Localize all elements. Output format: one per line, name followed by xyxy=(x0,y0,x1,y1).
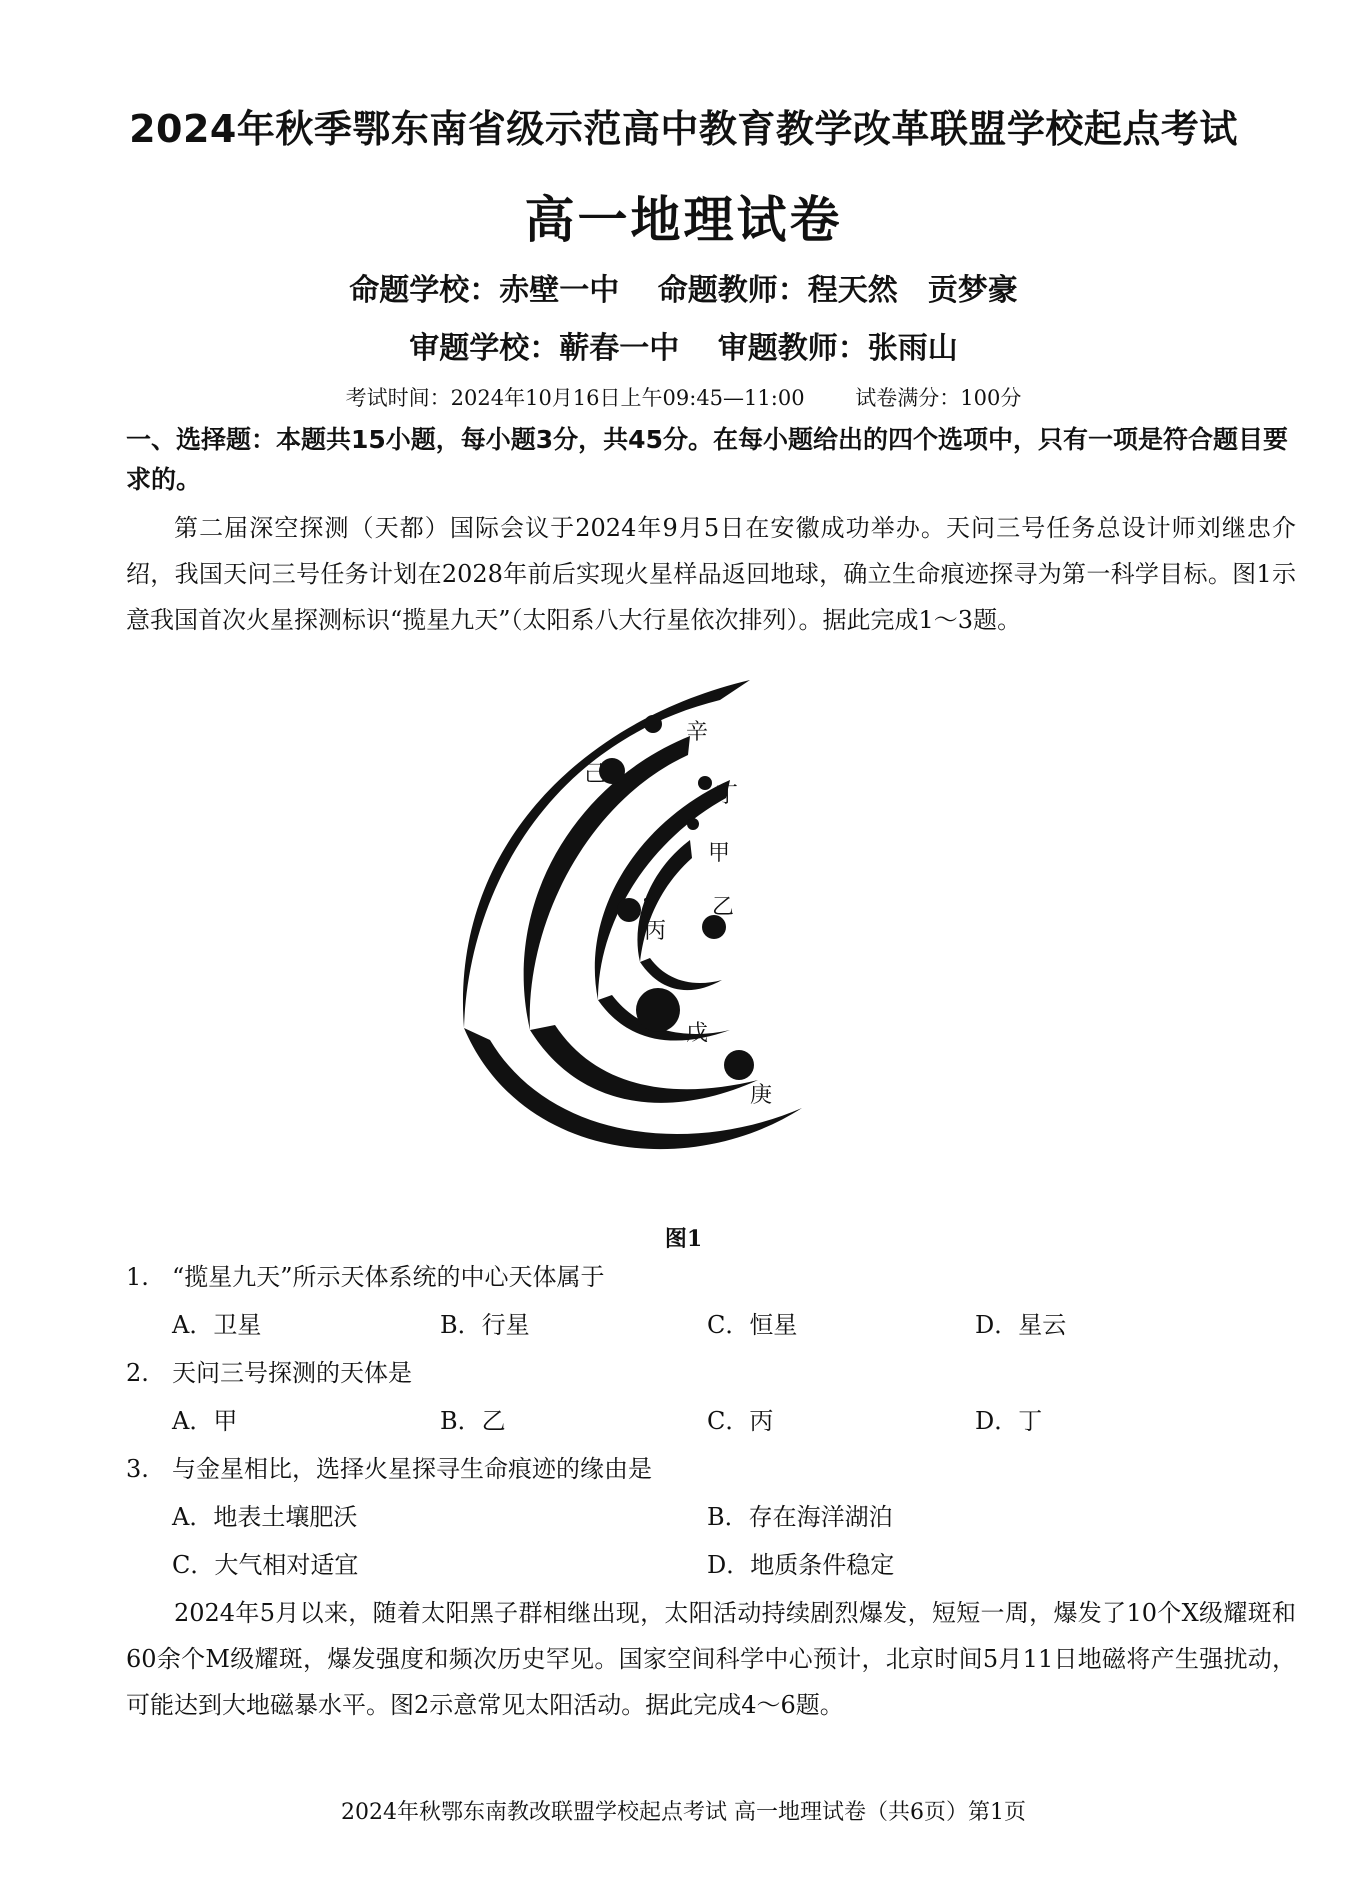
label-geng: 庚 xyxy=(750,1083,773,1108)
q3-option-d: D．地质条件稳定 xyxy=(707,1551,895,1579)
q2-option-a: A．甲 xyxy=(172,1407,238,1435)
reviewer-teacher: 审题教师：张雨山 xyxy=(717,331,958,366)
question-number: 2. xyxy=(126,1359,149,1387)
question-number: 1. xyxy=(126,1263,149,1291)
q2-option-b: B．乙 xyxy=(440,1407,506,1435)
planet-xin xyxy=(644,715,662,733)
label-ji: 己 xyxy=(584,762,607,787)
label-bing: 丙 xyxy=(644,919,667,944)
q1-option-c: C．恒星 xyxy=(707,1311,798,1339)
label-wu: 戊 xyxy=(686,1021,709,1046)
q3-option-a: A．地表土壤肥沃 xyxy=(172,1503,358,1531)
figure-1-graphic xyxy=(430,680,950,1240)
planet-jia xyxy=(687,818,699,830)
exam-title: 2024年秋季鄂东南省级示范高中教育教学改革联盟学校起点考试 xyxy=(129,107,1238,151)
label-ding: 丁 xyxy=(716,783,739,808)
question-stem: 与金星相比，选择火星探寻生命痕迹的缘由是 xyxy=(172,1455,652,1483)
planet-geng xyxy=(724,1050,754,1080)
question-number: 3. xyxy=(126,1455,149,1483)
orbit-wu xyxy=(530,1025,758,1103)
section-title: 一、选择题：本题共15小题，每小题3分，共45分。在每小题给出的四个选项中，只有一项是符合题目要求的。 xyxy=(126,425,1288,494)
q1-option-a: A．卫星 xyxy=(172,1311,262,1339)
label-yi: 乙 xyxy=(712,895,735,920)
question-2 xyxy=(126,1353,412,1388)
question-1 xyxy=(126,1257,605,1292)
q2-option-d: D．丁 xyxy=(975,1407,1043,1435)
proposer-teachers: 命题教师：程天然 贡梦豪 xyxy=(657,273,1018,308)
q1-option-b: B．行星 xyxy=(440,1311,530,1339)
figure-1-caption: 图1 xyxy=(664,1226,703,1252)
exam-time: 考试时间：2024年10月16日上午09:45—11:00 xyxy=(345,386,805,410)
page-footer: 2024年秋鄂东南教改联盟学校起点考试 高一地理试卷（共6页）第1页 xyxy=(341,1800,1026,1825)
question-stem: “揽星九天”所示天体系统的中心天体属于 xyxy=(172,1263,605,1291)
label-xin: 辛 xyxy=(686,720,709,745)
planet-bing xyxy=(617,898,641,922)
reviewer-school: 审题学校：蕲春一中 xyxy=(409,331,680,366)
orbit-yi xyxy=(640,958,722,990)
q1-option-d: D．星云 xyxy=(975,1311,1067,1339)
exam-info-line xyxy=(0,382,1367,412)
passage-1: 第二届深空探测（天都）国际会议于2024年9月5日在安徽成功举办。天问三号任务总设计师刘继忠介绍，我国天问三号任务计划在2028年前后实现火星样品返回地球，确立生命痕迹探寻为第一科学目标。图1示意我国首次火星探测标识“揽星九天”（太阳系八大行星依次排列）。据此完成1～3题。 xyxy=(126,514,1296,634)
proposer-school: 命题学校：赤壁一中 xyxy=(349,273,620,308)
planet-ding xyxy=(698,776,712,790)
full-score: 试卷满分：100分 xyxy=(855,386,1022,410)
q2-option-c: C．丙 xyxy=(707,1407,774,1435)
question-3 xyxy=(126,1449,652,1484)
planet-wu xyxy=(636,988,680,1032)
proposer-line xyxy=(0,265,1367,309)
label-jia: 甲 xyxy=(708,841,731,866)
q3-option-c: C．大气相对适宜 xyxy=(172,1551,359,1579)
q3-option-b: B．存在海洋湖泊 xyxy=(707,1503,893,1531)
reviewer-line xyxy=(0,323,1367,367)
sun-dot xyxy=(644,898,648,902)
passage-2: 2024年5月以来，随着太阳黑子群相继出现，太阳活动持续剧烈爆发，短短一周，爆发了10个X级耀斑和60余个M级耀斑，爆发强度和频次历史罕见。国家空间科学中心预计，北京时间5月11日地磁将产生强扰动，可能达到大地磁暴水平。图2示意常见太阳活动。据此完成4～6题。 xyxy=(126,1599,1296,1719)
question-stem: 天问三号探测的天体是 xyxy=(172,1359,412,1387)
subject-title: 高一地理试卷 xyxy=(524,191,843,249)
figure-1 xyxy=(430,680,950,1240)
